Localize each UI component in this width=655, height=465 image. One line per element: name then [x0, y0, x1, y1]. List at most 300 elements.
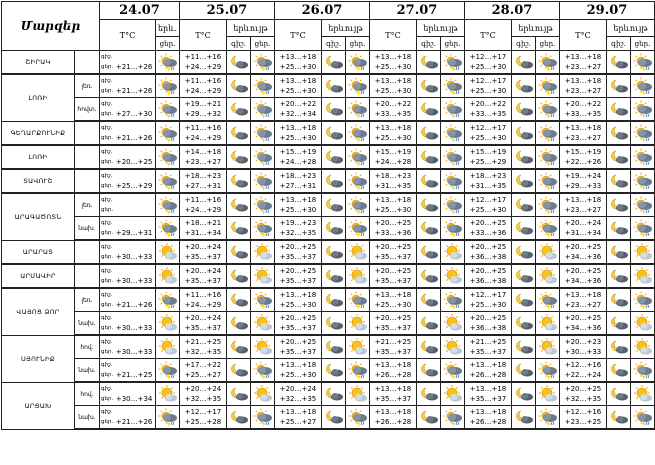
day-weather-icon — [251, 193, 275, 217]
night-header: գիշ. — [322, 37, 346, 51]
temp-cell: +20…+25 +35…+37 — [275, 312, 322, 336]
table-row — [2, 145, 655, 169]
day-weather-icon — [251, 382, 275, 406]
temp-cell: +13…+18 +25…+30 — [275, 121, 322, 145]
weather-icon — [156, 240, 180, 264]
day-weather-icon — [441, 51, 465, 75]
phenomenon-header: երևույթ — [512, 20, 560, 37]
night-weather-icon — [417, 145, 441, 169]
day-weather-icon — [631, 169, 655, 193]
night-weather-icon — [417, 288, 441, 312]
day-weather-icon — [441, 406, 465, 430]
weather-icon — [156, 74, 180, 98]
region-subzone: հովտ. — [75, 98, 100, 122]
day-header: ցեր. — [156, 37, 180, 51]
table-row — [2, 359, 655, 383]
day-weather-icon — [631, 217, 655, 241]
night-weather-icon — [322, 264, 346, 288]
temp-cell: +13…+18 +25…+30 — [275, 359, 322, 383]
day-weather-icon — [251, 51, 275, 75]
night-weather-icon — [512, 121, 536, 145]
day-weather-icon — [631, 145, 655, 169]
temp-cell: +13…+18 +25…+27 — [275, 406, 322, 430]
region-subzone — [75, 121, 100, 145]
temp-cell: +20…+25 +36…+38 — [465, 240, 512, 264]
night-weather-icon — [607, 74, 631, 98]
day-weather-icon — [536, 193, 560, 217]
day-weather-icon — [346, 382, 370, 406]
temp-cell: +20…+22 +32…+34 — [275, 98, 322, 122]
day-weather-icon — [631, 264, 655, 288]
night-weather-icon — [227, 406, 251, 430]
night-weather-icon — [607, 406, 631, 430]
night-weather-icon — [227, 312, 251, 336]
temp-cell: +21…+25 +35…+37 — [370, 335, 417, 359]
day-weather-icon — [441, 74, 465, 98]
night-weather-icon — [417, 169, 441, 193]
day-weather-icon — [346, 193, 370, 217]
temp-header: T°C — [180, 20, 227, 51]
day-weather-icon — [251, 359, 275, 383]
region-subzone — [75, 169, 100, 193]
weather-icon — [156, 217, 180, 241]
night-weather-icon — [512, 169, 536, 193]
temp-cell: գիշ. ցեր. +21…+26 — [100, 51, 156, 75]
night-weather-icon — [227, 145, 251, 169]
temp-cell: +20…+22 +33…+35 — [370, 98, 417, 122]
night-weather-icon — [322, 406, 346, 430]
night-weather-icon — [322, 288, 346, 312]
temp-cell: գիշ. ցեր. +25…+29 — [100, 169, 156, 193]
day-weather-icon — [346, 335, 370, 359]
day-weather-icon — [536, 406, 560, 430]
day-weather-icon — [631, 98, 655, 122]
temp-cell: +13…+18 +25…+30 — [370, 288, 417, 312]
phenomenon-header: երև. — [156, 20, 180, 37]
day-weather-icon — [536, 335, 560, 359]
temp-cell: +15…+19 +24…+28 — [370, 145, 417, 169]
table-row — [2, 217, 655, 241]
period-labels: գիշ. ցեր. — [101, 148, 114, 165]
day-weather-icon — [251, 169, 275, 193]
night-weather-icon — [322, 312, 346, 336]
night-weather-icon — [227, 359, 251, 383]
temp-cell: +11…+16 +24…+29 — [180, 288, 227, 312]
temp-cell: +13…+18 +25…+30 — [370, 193, 417, 217]
temp-cell: +14…+18 +23…+27 — [180, 145, 227, 169]
weather-icon — [156, 98, 180, 122]
day-weather-icon — [441, 169, 465, 193]
region-name: ՎԱՅՈՑ ՁՈՐ — [2, 288, 75, 335]
date-header: 25.07 — [180, 2, 275, 20]
date-header: 27.07 — [370, 2, 465, 20]
region-subzone: նախ. — [75, 406, 100, 430]
night-weather-icon — [322, 382, 346, 406]
night-weather-icon — [607, 382, 631, 406]
temp-header: T°C — [560, 20, 607, 51]
table-row — [2, 51, 655, 75]
temp-cell: +20…+25 +35…+37 — [275, 240, 322, 264]
day-weather-icon — [631, 359, 655, 383]
night-weather-icon — [417, 74, 441, 98]
night-weather-icon — [322, 145, 346, 169]
region-subzone: լեռ. — [75, 288, 100, 312]
night-weather-icon — [227, 121, 251, 145]
temp-cell: +18…+23 +27…+31 — [180, 169, 227, 193]
temp-cell: +17…+22 +25…+27 — [180, 359, 227, 383]
night-weather-icon — [417, 121, 441, 145]
day-weather-icon — [631, 312, 655, 336]
night-weather-icon — [512, 74, 536, 98]
temp-cell: +11…+16 +24…+29 — [180, 51, 227, 75]
night-weather-icon — [417, 98, 441, 122]
table-row — [2, 312, 655, 336]
day-weather-icon — [346, 98, 370, 122]
temp-cell: +13…+18 +35…+37 — [465, 382, 512, 406]
day-weather-icon — [346, 145, 370, 169]
temp-cell: +11…+16 +24…+29 — [180, 74, 227, 98]
temp-cell: +20…+24 +35…+37 — [180, 240, 227, 264]
night-weather-icon — [512, 312, 536, 336]
night-weather-icon — [417, 217, 441, 241]
night-weather-icon — [417, 264, 441, 288]
day-weather-icon — [536, 169, 560, 193]
regions-header-label: Մարզեր — [20, 19, 81, 33]
temp-cell: +20…+24 +35…+37 — [180, 264, 227, 288]
temp-cell: գիշ. ցեր. +21…+26 — [100, 121, 156, 145]
temp-cell: գիշ. ցեր. +30…+33 — [100, 335, 156, 359]
weather-icon — [156, 406, 180, 430]
temp-cell: +13…+18 +23…+27 — [560, 121, 607, 145]
night-weather-icon — [322, 240, 346, 264]
period-labels: գիշ. ցեր. — [101, 385, 114, 402]
night-weather-icon — [227, 335, 251, 359]
night-weather-icon — [512, 193, 536, 217]
day-weather-icon — [346, 264, 370, 288]
temp-cell: գիշ. ցեր. +27…+30 — [100, 98, 156, 122]
day-weather-icon — [346, 51, 370, 75]
night-weather-icon — [227, 193, 251, 217]
day-weather-icon — [346, 217, 370, 241]
night-weather-icon — [512, 240, 536, 264]
temp-cell: +13…+18 +25…+30 — [275, 51, 322, 75]
weather-icon — [156, 264, 180, 288]
weather-icon — [156, 121, 180, 145]
temp-cell: +21…+25 +32…+35 — [180, 335, 227, 359]
night-weather-icon — [607, 359, 631, 383]
temp-cell: +13…+18 +25…+30 — [370, 121, 417, 145]
phenomenon-header: երևույթ — [227, 20, 275, 37]
table-row — [2, 264, 655, 288]
period-labels: գիշ. ցեր. — [101, 338, 114, 355]
night-header: գիշ. — [227, 37, 251, 51]
temp-cell: +20…+25 +33…+36 — [370, 217, 417, 241]
temp-cell: +13…+18 +23…+27 — [560, 51, 607, 75]
temp-cell: +18…+23 +31…+35 — [465, 169, 512, 193]
night-weather-icon — [607, 264, 631, 288]
night-weather-icon — [227, 74, 251, 98]
day-weather-icon — [251, 335, 275, 359]
temp-cell: +12…+17 +25…+30 — [465, 51, 512, 75]
night-weather-icon — [322, 335, 346, 359]
period-labels: գիշ. ցեր. — [101, 361, 114, 378]
region-name: ԱՐԱԳԱԾՈՏՆ — [2, 193, 75, 240]
temp-cell: +12…+17 +25…+28 — [180, 406, 227, 430]
day-weather-icon — [251, 217, 275, 241]
temp-cell: գիշ. ցեր. +21…+26 — [100, 406, 156, 430]
night-weather-icon — [322, 98, 346, 122]
region-name: ՍՅՈՒՆԻՔ — [2, 335, 75, 382]
weather-icon — [156, 193, 180, 217]
day-weather-icon — [536, 74, 560, 98]
night-header: գիշ. — [512, 37, 536, 51]
night-weather-icon — [512, 288, 536, 312]
temp-cell: գիշ. ցեր. +29…+31 — [100, 217, 156, 241]
temp-cell: +13…+18 +25…+30 — [275, 74, 322, 98]
night-weather-icon — [512, 359, 536, 383]
temp-cell: +19…+21 +29…+32 — [180, 98, 227, 122]
night-weather-icon — [227, 240, 251, 264]
day-weather-icon — [251, 312, 275, 336]
table-row — [2, 74, 655, 98]
temp-cell: +20…+25 +36…+38 — [465, 264, 512, 288]
temp-cell: գիշ. ցեր. +30…+34 — [100, 382, 156, 406]
night-weather-icon — [417, 240, 441, 264]
table-row — [2, 98, 655, 122]
temp-cell: +20…+25 +32…+35 — [560, 382, 607, 406]
day-weather-icon — [631, 240, 655, 264]
temp-cell: +20…+25 +35…+37 — [370, 240, 417, 264]
temp-cell: +19…+24 +29…+33 — [560, 169, 607, 193]
day-weather-icon — [441, 264, 465, 288]
period-labels: գիշ. ցեր. — [101, 196, 114, 213]
temp-cell: +20…+25 +35…+37 — [370, 312, 417, 336]
table-row — [2, 169, 655, 193]
temp-cell: +20…+24 +31…+34 — [560, 217, 607, 241]
day-weather-icon — [251, 406, 275, 430]
temp-header: T°C — [370, 20, 417, 51]
period-labels: գիշ. ցեր. — [101, 124, 114, 141]
header-sub-row — [2, 20, 655, 37]
night-weather-icon — [607, 145, 631, 169]
day-weather-icon — [441, 240, 465, 264]
temp-cell: +20…+22 +33…+35 — [560, 98, 607, 122]
night-weather-icon — [512, 406, 536, 430]
temp-cell: +13…+18 +25…+30 — [370, 51, 417, 75]
day-weather-icon — [346, 240, 370, 264]
night-weather-icon — [607, 335, 631, 359]
temp-cell: +20…+24 +32…+35 — [180, 382, 227, 406]
period-labels: գիշ. ցեր. — [101, 408, 114, 425]
day-weather-icon — [441, 145, 465, 169]
region-name: ՇԻՐԱԿ — [2, 51, 75, 75]
night-weather-icon — [607, 193, 631, 217]
night-weather-icon — [227, 217, 251, 241]
temp-header: T°C — [100, 20, 156, 51]
temp-cell: +13…+18 +26…+28 — [465, 406, 512, 430]
night-weather-icon — [227, 169, 251, 193]
night-weather-icon — [322, 74, 346, 98]
phenomenon-header: երևույթ — [607, 20, 655, 37]
temp-cell: +11…+16 +24…+29 — [180, 193, 227, 217]
temp-cell: +13…+18 +26…+28 — [465, 359, 512, 383]
period-labels: գիշ. ցեր. — [101, 77, 114, 94]
night-weather-icon — [322, 359, 346, 383]
day-weather-icon — [536, 145, 560, 169]
temp-cell: +12…+16 +22…+24 — [560, 359, 607, 383]
region-name: ԼՈՌԻ — [2, 145, 75, 169]
day-weather-icon — [631, 335, 655, 359]
day-weather-icon — [441, 217, 465, 241]
weather-icon — [156, 382, 180, 406]
temp-cell: +20…+25 +35…+37 — [370, 264, 417, 288]
temp-cell: +12…+16 +23…+25 — [560, 406, 607, 430]
phenomenon-header: երևույթ — [417, 20, 465, 37]
temp-cell: +20…+25 +33…+36 — [465, 217, 512, 241]
night-header: գիշ. — [607, 37, 631, 51]
day-weather-icon — [441, 193, 465, 217]
day-weather-icon — [536, 288, 560, 312]
night-weather-icon — [322, 193, 346, 217]
weather-icon — [156, 335, 180, 359]
region-subzone: նախ. — [75, 359, 100, 383]
temp-cell: գիշ. ցեր. +21…+26 — [100, 288, 156, 312]
forecast-table — [1, 1, 655, 430]
night-weather-icon — [512, 98, 536, 122]
region-subzone: հով. — [75, 335, 100, 359]
night-weather-icon — [512, 382, 536, 406]
regions-header — [2, 2, 100, 51]
region-subzone: հով. — [75, 382, 100, 406]
temp-cell: +15…+19 +25…+29 — [465, 145, 512, 169]
period-labels: գիշ. ցեր. — [101, 100, 114, 117]
day-weather-icon — [346, 406, 370, 430]
day-weather-icon — [251, 145, 275, 169]
weather-icon — [156, 312, 180, 336]
region-subzone — [75, 264, 100, 288]
temp-cell: +15…+19 +24…+28 — [275, 145, 322, 169]
night-weather-icon — [512, 217, 536, 241]
night-weather-icon — [417, 406, 441, 430]
day-weather-icon — [346, 288, 370, 312]
date-header: 24.07 — [100, 2, 180, 20]
temp-cell: +20…+22 +33…+35 — [465, 98, 512, 122]
day-weather-icon — [536, 382, 560, 406]
night-weather-icon — [607, 240, 631, 264]
temp-cell: +15…+19 +22…+26 — [560, 145, 607, 169]
temp-cell: +18…+23 +27…+31 — [275, 169, 322, 193]
period-labels: գիշ. ցեր. — [101, 314, 114, 331]
temp-cell: +13…+18 +23…+27 — [560, 74, 607, 98]
temp-cell: գիշ. ցեր. +21…+25 — [100, 359, 156, 383]
region-name: ԱՐԱՐԱՏ — [2, 240, 75, 264]
table-row — [2, 406, 655, 430]
table-row — [2, 288, 655, 312]
night-weather-icon — [607, 98, 631, 122]
temp-cell: գիշ. ցեր. +30…+33 — [100, 240, 156, 264]
temp-cell: +13…+18 +23…+27 — [560, 193, 607, 217]
night-weather-icon — [227, 288, 251, 312]
day-weather-icon — [346, 359, 370, 383]
night-weather-icon — [512, 145, 536, 169]
temp-cell: +20…+25 +35…+37 — [275, 335, 322, 359]
day-weather-icon — [346, 121, 370, 145]
night-weather-icon — [607, 121, 631, 145]
day-weather-icon — [251, 288, 275, 312]
night-weather-icon — [512, 335, 536, 359]
region-subzone: նախ. — [75, 312, 100, 336]
day-weather-icon — [536, 359, 560, 383]
temp-cell: +13…+18 +25…+30 — [370, 74, 417, 98]
night-weather-icon — [227, 51, 251, 75]
temp-cell: +21…+25 +35…+37 — [465, 335, 512, 359]
temp-cell: +20…+25 +35…+37 — [275, 264, 322, 288]
night-weather-icon — [322, 51, 346, 75]
night-weather-icon — [607, 217, 631, 241]
night-weather-icon — [417, 335, 441, 359]
day-weather-icon — [536, 217, 560, 241]
day-weather-icon — [441, 312, 465, 336]
temp-cell: +20…+23 +30…+33 — [560, 335, 607, 359]
night-weather-icon — [417, 359, 441, 383]
temp-cell: +20…+25 +34…+36 — [560, 240, 607, 264]
temp-cell: +20…+25 +34…+36 — [560, 312, 607, 336]
region-subzone — [75, 145, 100, 169]
temp-cell: գիշ. ցեր. +30…+33 — [100, 264, 156, 288]
temp-header: T°C — [275, 20, 322, 51]
temp-cell — [100, 193, 156, 217]
night-weather-icon — [322, 121, 346, 145]
region-name: ԱՐՄԱՎԻՐ — [2, 264, 75, 288]
temp-cell: գիշ. ցեր. +21…+26 — [100, 74, 156, 98]
table-row — [2, 193, 655, 217]
temp-cell: +13…+18 +25…+30 — [275, 193, 322, 217]
day-weather-icon — [631, 406, 655, 430]
period-labels: գիշ. ցեր. — [101, 267, 114, 284]
temp-cell: +19…+23 +32…+35 — [275, 217, 322, 241]
night-header: գիշ. — [417, 37, 441, 51]
day-weather-icon — [631, 51, 655, 75]
day-weather-icon — [536, 51, 560, 75]
day-header: ցեր. — [441, 37, 465, 51]
day-header: ցեր. — [346, 37, 370, 51]
weather-icon — [156, 51, 180, 75]
night-weather-icon — [512, 51, 536, 75]
night-weather-icon — [227, 98, 251, 122]
weather-icon — [156, 145, 180, 169]
night-weather-icon — [417, 382, 441, 406]
temp-cell: +20…+25 +36…+38 — [465, 312, 512, 336]
temp-cell: +12…+17 +25…+30 — [465, 121, 512, 145]
temp-cell: +18…+23 +31…+35 — [370, 169, 417, 193]
period-labels: գիշ. ցեր. — [101, 53, 114, 70]
day-weather-icon — [631, 193, 655, 217]
weather-icon — [156, 288, 180, 312]
day-weather-icon — [346, 169, 370, 193]
temp-cell: +12…+17 +25…+30 — [465, 193, 512, 217]
region-subzone — [75, 240, 100, 264]
period-labels: գիշ. ցեր. — [101, 243, 114, 260]
region-subzone — [75, 51, 100, 75]
temp-cell: +20…+25 +34…+36 — [560, 264, 607, 288]
header-dates-row — [2, 2, 655, 20]
region-subzone: լեռ. — [75, 193, 100, 217]
day-weather-icon — [536, 312, 560, 336]
temp-cell: +11…+16 +24…+29 — [180, 121, 227, 145]
date-header: 29.07 — [560, 2, 655, 20]
period-labels: գիշ. ցեր. — [101, 172, 114, 189]
temp-cell: գիշ. ցեր. +30…+33 — [100, 312, 156, 336]
